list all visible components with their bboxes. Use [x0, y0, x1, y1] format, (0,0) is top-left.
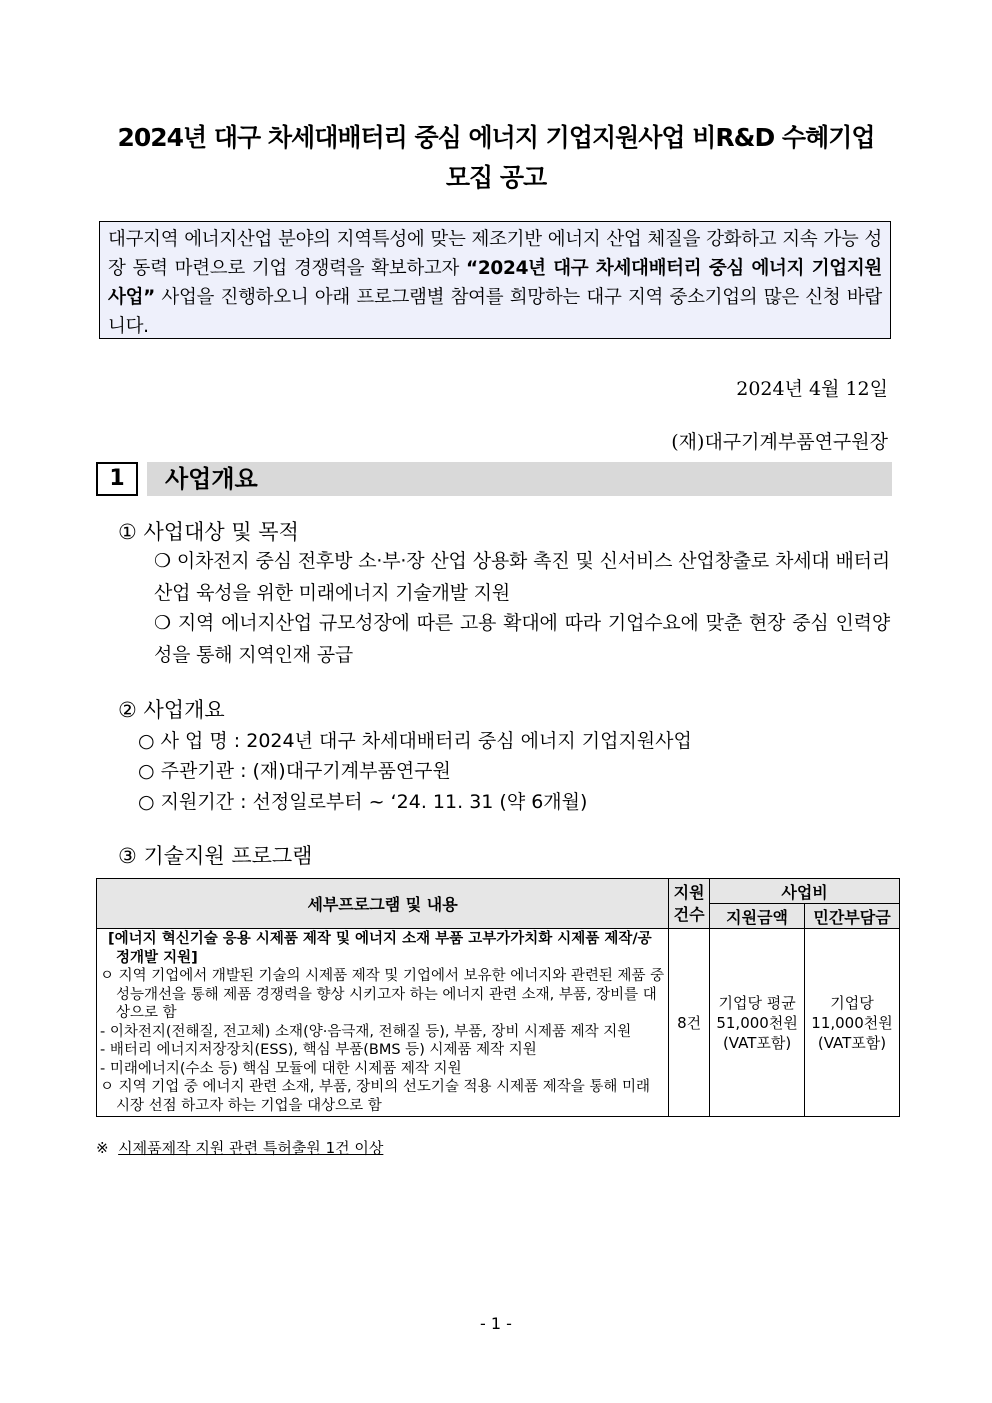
table-row — [97, 929, 900, 1117]
support-line-3: (VAT포함) — [722, 1033, 792, 1052]
section-number: 1 — [96, 462, 138, 496]
doc-date: 2024년 4월 12일 — [736, 378, 888, 400]
sub2-item-name: ○ 사 업 명 : 2024년 대구 차세대배터리 중심 에너지 기업지원사업 — [138, 730, 692, 752]
private-share-cell — [805, 929, 900, 1117]
note-text: 시제품제작 지원 관련 특허출원 1건 이상 — [118, 1139, 384, 1157]
program-line: ㅇ 지역 기업에서 개발된 기술의 시제품 제작 및 기업에서 보유한 에너지와 관련된 제품 중 성능개선을 통해 제품 경쟁력을 향상 시키고자 하는 에너지 관련 소재, 부품, 장비를 대상으로 함 — [100, 968, 665, 1021]
table-note — [96, 1137, 383, 1158]
doc-issuer: (재)대구기계부품연구원장 — [671, 431, 888, 453]
page-number: - 1 - — [480, 1314, 512, 1333]
private-line-2: 11,000천원 — [811, 1013, 893, 1032]
th-support-amount: 지원금액 — [710, 904, 805, 929]
intro-text-2: 사업을 진행하오니 아래 프로그램별 참여를 희망하는 대구 지역 중소기업의 많은 신청 바랍니다. — [108, 287, 882, 337]
sub2-item-period: ○ 지원기간 : 선정일로부터 ~ ‘24. 11. 31 (약 6개월) — [138, 791, 588, 813]
doc-title-line1: 2024년 대구 차세대배터리 중심 에너지 기업지원사업 비R&D 수혜기업 — [117, 123, 875, 152]
support-line-2: 51,000천원 — [716, 1013, 798, 1032]
th-private-share: 민간부담금 — [805, 904, 900, 929]
sub1-bullet-1: ❍ 이차전지 중심 전후방 소·부·장 산업 상용화 촉진 및 신서비스 산업창출로 차세대 배터리 산업 육성을 위한 미래에너지 기술개발 지원 — [154, 550, 890, 604]
private-line-1: 기업당 — [830, 993, 874, 1012]
intro-text-1: 대구지역 에너지산업 분야의 지역특성에 맞는 제조기반 에너지 산업 체질을 강화하고 지속 가능 성장 동력 마련으로 기업 경쟁력을 확보하고자 — [108, 229, 882, 279]
sub2-title: ② 사업개요 — [118, 698, 225, 722]
th-count: 지원건수 — [669, 879, 710, 929]
sub3-title: ③ 기술지원 프로그램 — [118, 844, 313, 868]
sub1-bullet-2: ❍ 지역 에너지산업 규모성장에 따른 고용 확대에 따라 기업수요에 맞춘 현장 중심 인력양성을 통해 지역인재 공급 — [154, 612, 890, 666]
note-mark: ※ — [96, 1139, 109, 1157]
program-line: - 이차전지(전해질, 전고체) 소재(양·음극재, 전해질 등), 부품, 장비 시제품 제작 지원 — [100, 1023, 632, 1040]
intro-box — [99, 221, 891, 339]
th-program: 세부프로그램 및 내용 — [97, 879, 669, 929]
support-amount-cell — [710, 929, 805, 1117]
private-line-3: (VAT포함) — [817, 1033, 887, 1052]
program-line: ㅇ 지역 기업 중 에너지 관련 소재, 부품, 장비의 선도기술 적용 시제품 제작을 통해 미래 시장 선점 하고자 하는 기업을 대상으로 함 — [100, 1079, 650, 1114]
th-budget: 사업비 — [710, 879, 900, 904]
doc-title-line2: 모집 공고 — [445, 163, 547, 192]
program-line: - 배터리 에너지저장장치(ESS), 핵심 부품(BMS 등) 시제품 제작 지원 — [100, 1042, 537, 1058]
program-line: - 미래에너지(수소 등) 핵심 모듈에 대한 시제품 제작 지원 — [100, 1060, 462, 1077]
program-table — [96, 878, 900, 1117]
section-title: 사업개요 — [147, 462, 892, 496]
program-title: [에너지 혁신기술 응용 시제품 제작 및 에너지 소재 부품 고부가가치화 시제품 제작/공정개발 지원] — [108, 931, 652, 966]
sub2-item-org: ○ 주관기관 : (재)대구기계부품연구원 — [138, 760, 451, 782]
sub1-title: ① 사업대상 및 목적 — [118, 520, 299, 544]
program-content — [97, 929, 669, 1117]
intro-text-bold: “2024년 대구 차세대배터리 중심 에너지 기업지원사업” — [108, 258, 882, 308]
count-cell: 8건 — [669, 929, 710, 1117]
support-line-1: 기업당 평균 — [718, 993, 796, 1012]
